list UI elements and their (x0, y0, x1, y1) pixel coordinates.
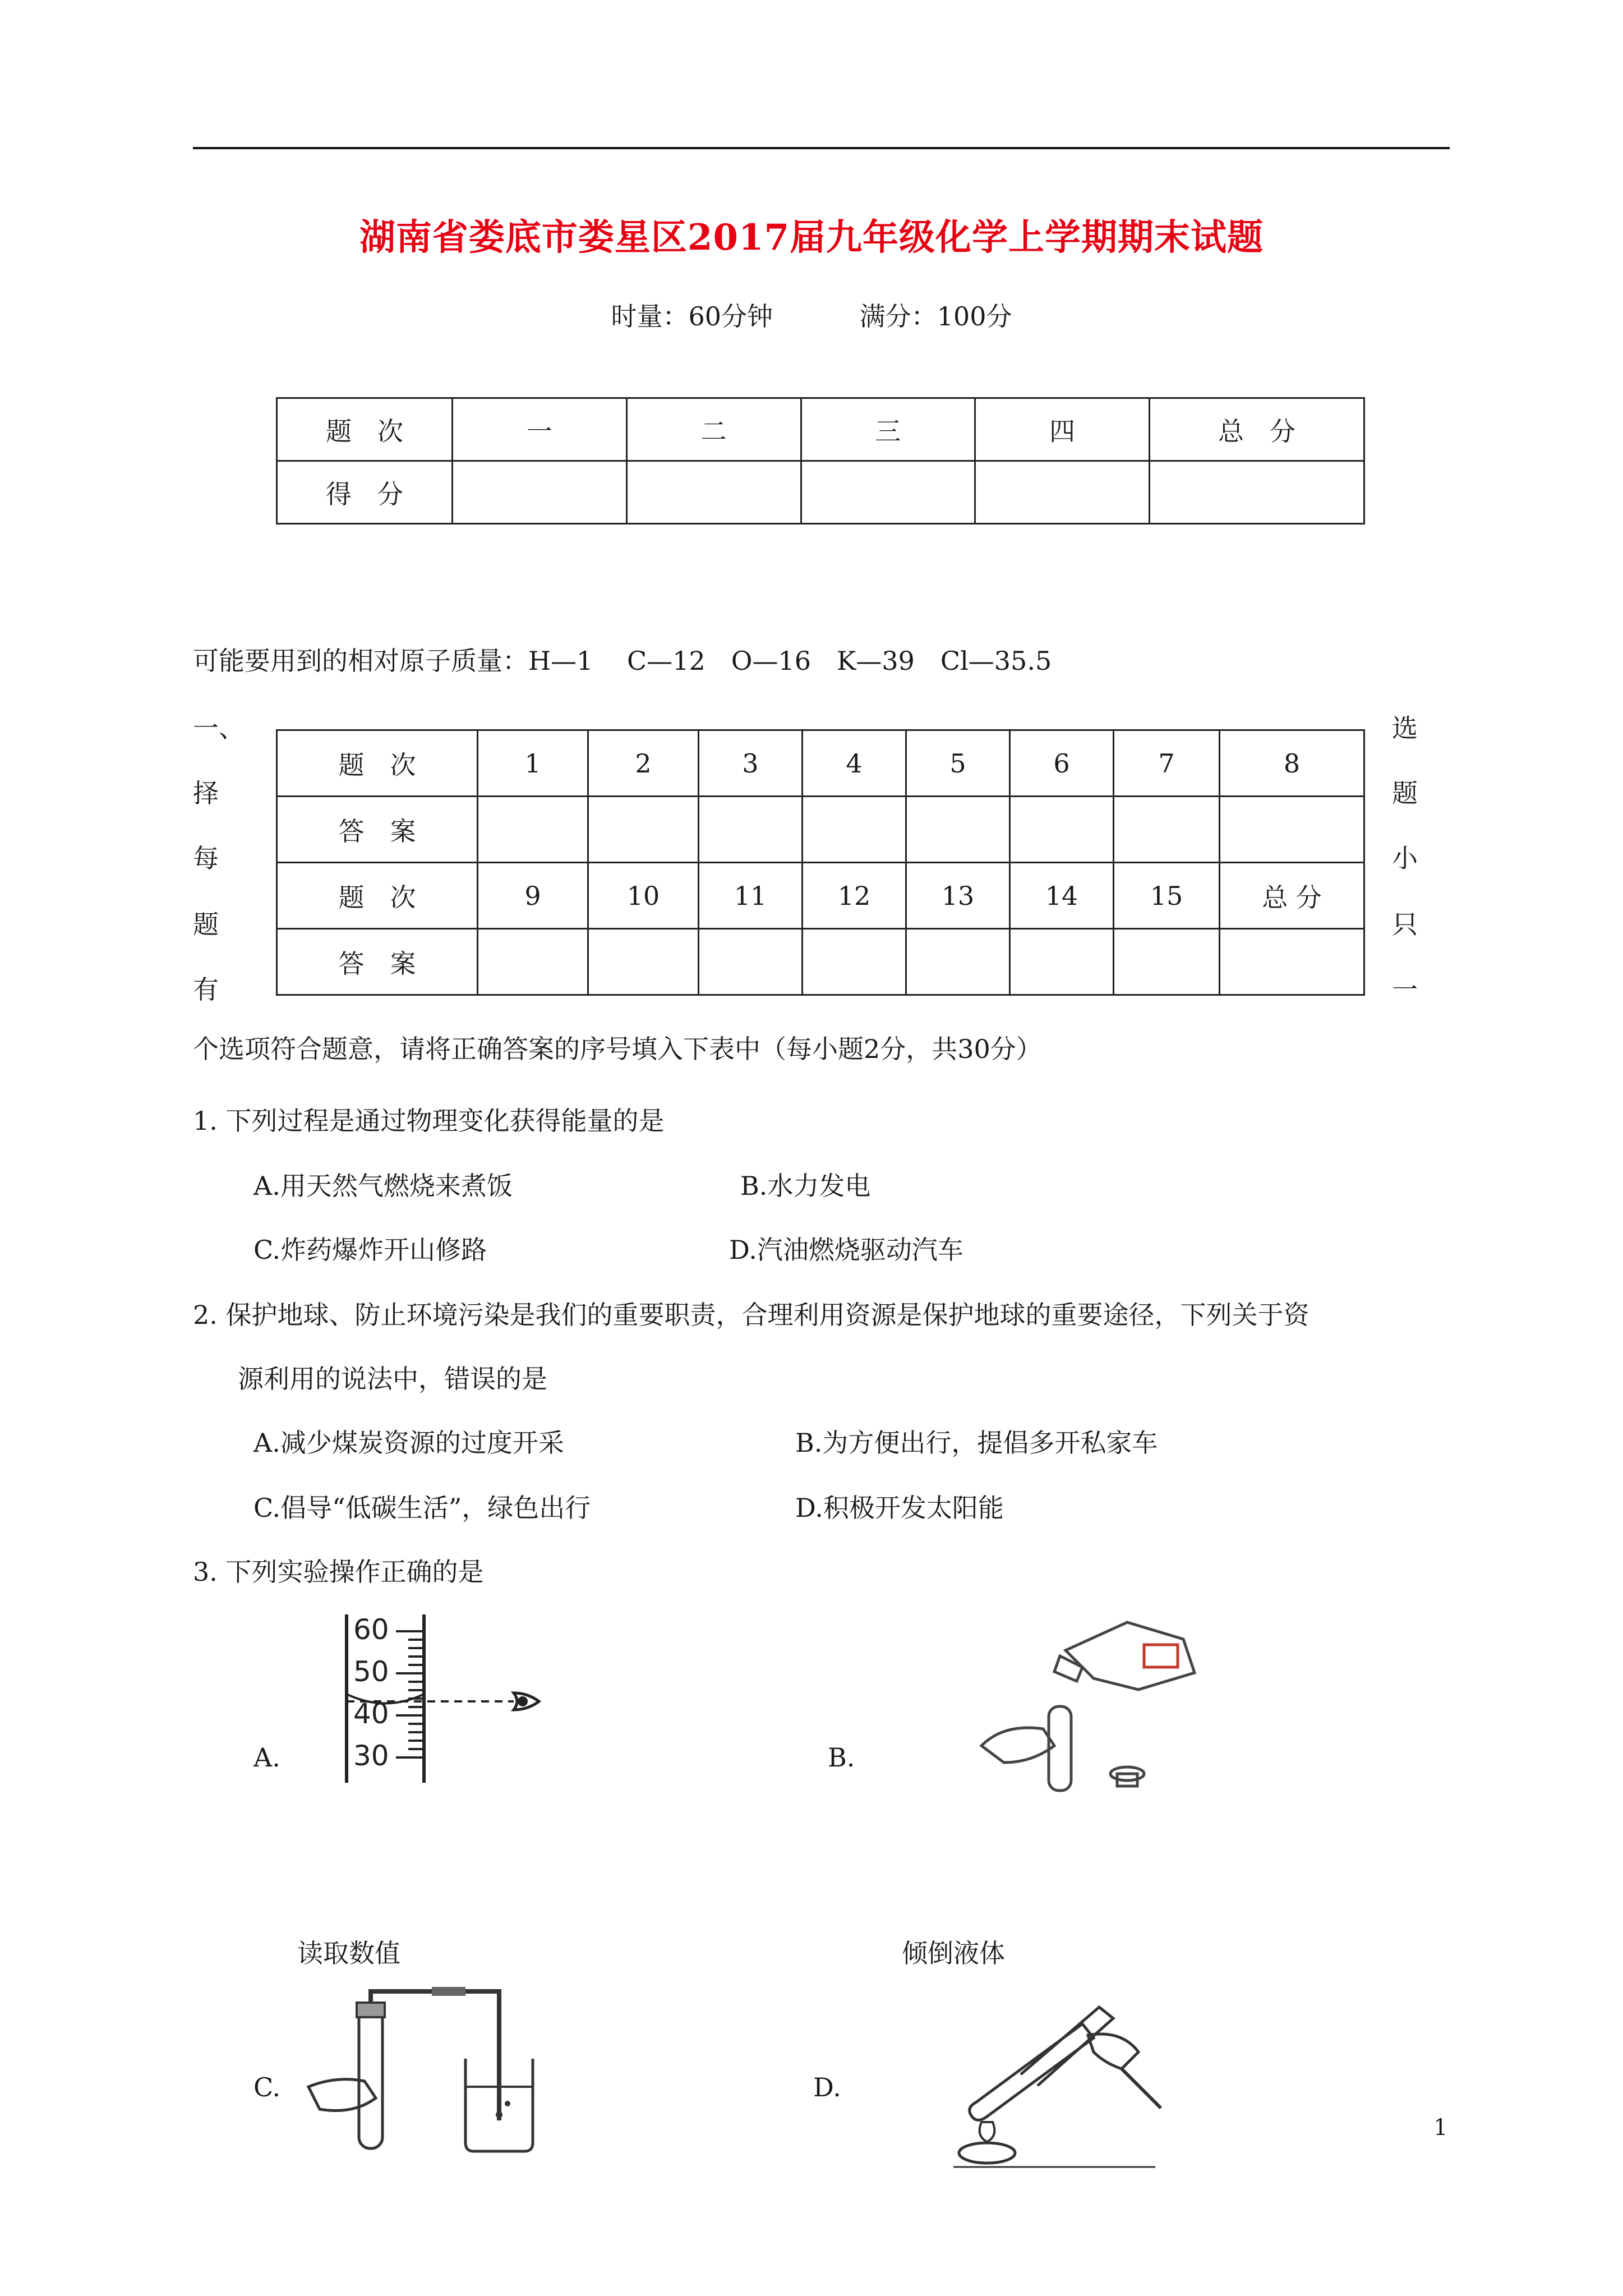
question-2-stem: 2. 保护地球、防止环境污染是我们的重要职责，合理利用资源是保护地球的重要途径，下列关于资 (193, 1300, 1310, 1330)
section-side-char: 每 (193, 843, 219, 873)
score-cell: 一 (453, 398, 627, 461)
answer-blank (1114, 797, 1220, 863)
answer-cell: 12 (803, 863, 906, 929)
answer-blank (906, 929, 1010, 995)
section-side-char: 有 (193, 974, 219, 1005)
question-3-stem: 3. 下列实验操作正确的是 (193, 1557, 484, 1587)
q3-option-a-caption: 读取数值 (297, 1938, 400, 1968)
graduated-cylinder-figure (334, 1609, 559, 1794)
exam-info (0, 296, 1623, 333)
answer-cell: 2 (588, 730, 699, 797)
gas-apparatus-figure (303, 1986, 538, 2154)
answer-table-row (277, 730, 1364, 797)
answer-cell: 11 (699, 863, 803, 929)
exam-time: 时量：60分钟 (611, 301, 773, 332)
score-cell: 二 (626, 398, 801, 461)
section-side-char: 一、 (193, 713, 245, 743)
score-cell: 得 分 (277, 461, 453, 524)
score-cell: 总 分 (1150, 398, 1364, 461)
q2-option-b: B.为方便出行，提倡多开私家车 (795, 1428, 1158, 1458)
answer-cell: 总 分 (1220, 863, 1364, 929)
score-input-cell (1150, 461, 1364, 524)
answer-blank (803, 797, 906, 863)
answer-blank (1114, 929, 1220, 995)
score-input-cell (975, 461, 1150, 524)
section-side-char: 题 (193, 909, 219, 940)
q1-option-b: B.水力发电 (740, 1171, 871, 1201)
q2-option-c: C.倡导“低碳生活”，绿色出行 (253, 1493, 591, 1523)
q3-option-a-label: A. (253, 1742, 280, 1773)
score-input-cell (453, 461, 627, 524)
q1-option-d: D.汽油燃烧驱动汽车 (729, 1235, 963, 1265)
exam-full-score: 满分：100分 (859, 301, 1012, 332)
answer-cell: 7 (1114, 730, 1220, 797)
q3-option-c-label: C. (253, 2072, 281, 2102)
score-table (276, 397, 1365, 524)
question-1-stem: 1. 下列过程是通过物理变化获得能量的是 (193, 1106, 665, 1136)
answer-table-row (277, 929, 1364, 995)
score-input-cell (801, 461, 975, 524)
answer-blank (478, 797, 588, 863)
heating-test-tube-figure (953, 1990, 1178, 2170)
score-table-header-row (277, 398, 1364, 461)
atomic-masses: 可能要用到的相对原子质量：H—1 C—12 O—16 K—39 Cl—35.5 (193, 646, 1052, 676)
answer-cell: 6 (1010, 730, 1114, 797)
answer-blank (803, 929, 906, 995)
score-cell: 题 次 (277, 398, 453, 461)
answer-blank (699, 797, 803, 863)
page-number: 1 (1433, 2115, 1448, 2141)
answer-blank (1010, 929, 1114, 995)
score-cell: 三 (801, 398, 975, 461)
section-instructions: 个选项符合题意，请将正确答案的序号填入下表中（每小题2分，共30分） (193, 1034, 1042, 1064)
answer-cell: 15 (1114, 863, 1220, 929)
answer-table-row (277, 863, 1364, 929)
score-input-cell (626, 461, 801, 524)
section-side-char: 小 (1392, 843, 1418, 873)
score-table-score-row (277, 461, 1364, 524)
answer-blank (1220, 929, 1364, 995)
header-rule (193, 147, 1450, 149)
answer-blank (906, 797, 1010, 863)
answer-blank (1220, 797, 1364, 863)
pouring-liquid-figure (970, 1605, 1206, 1796)
q3-option-d-label: D. (813, 2072, 841, 2102)
section-side-char: 只 (1392, 909, 1418, 940)
answer-cell: 答 案 (277, 929, 478, 995)
answer-cell: 3 (699, 730, 803, 797)
q3-option-b-caption: 倾倒液体 (902, 1938, 1005, 1968)
answer-cell: 5 (906, 730, 1010, 797)
section-side-char: 一 (1392, 974, 1418, 1005)
answer-cell: 9 (478, 863, 588, 929)
tick-label-30: 30 (353, 1740, 389, 1772)
q3-option-b-label: B. (828, 1742, 855, 1773)
answer-blank (1010, 797, 1114, 863)
answer-blank (588, 797, 699, 863)
answer-blank (699, 929, 803, 995)
answer-cell: 1 (478, 730, 588, 797)
tick-label-50: 50 (353, 1655, 389, 1688)
q1-option-c: C.炸药爆炸开山修路 (253, 1235, 487, 1265)
q2-option-a: A.减少煤炭资源的过度开采 (253, 1428, 564, 1458)
answer-cell: 题 次 (277, 863, 478, 929)
q2-option-d: D.积极开发太阳能 (795, 1493, 1004, 1523)
tick-label-60: 60 (353, 1613, 389, 1646)
answer-blank (588, 929, 699, 995)
answer-cell: 答 案 (277, 797, 478, 863)
page-title: 湖南省娄底市娄星区2017届九年级化学上学期期末试题 (359, 217, 1264, 259)
answer-cell: 题 次 (277, 730, 478, 797)
answer-cell: 4 (803, 730, 906, 797)
answer-table (276, 729, 1365, 996)
answer-cell: 10 (588, 863, 699, 929)
score-cell: 四 (975, 398, 1150, 461)
tick-label-40: 40 (353, 1697, 389, 1730)
q1-option-a: A.用天然气燃烧来煮饭 (253, 1171, 513, 1201)
answer-blank (478, 929, 588, 995)
answer-cell: 14 (1010, 863, 1114, 929)
section-side-char: 选 (1392, 713, 1418, 743)
section-side-char: 择 (193, 778, 219, 808)
question-2-stem-cont: 源利用的说法中，错误的是 (238, 1364, 547, 1394)
section-side-char: 题 (1392, 778, 1418, 808)
answer-cell: 13 (906, 863, 1010, 929)
answer-cell: 8 (1220, 730, 1364, 797)
answer-table-row (277, 797, 1364, 863)
